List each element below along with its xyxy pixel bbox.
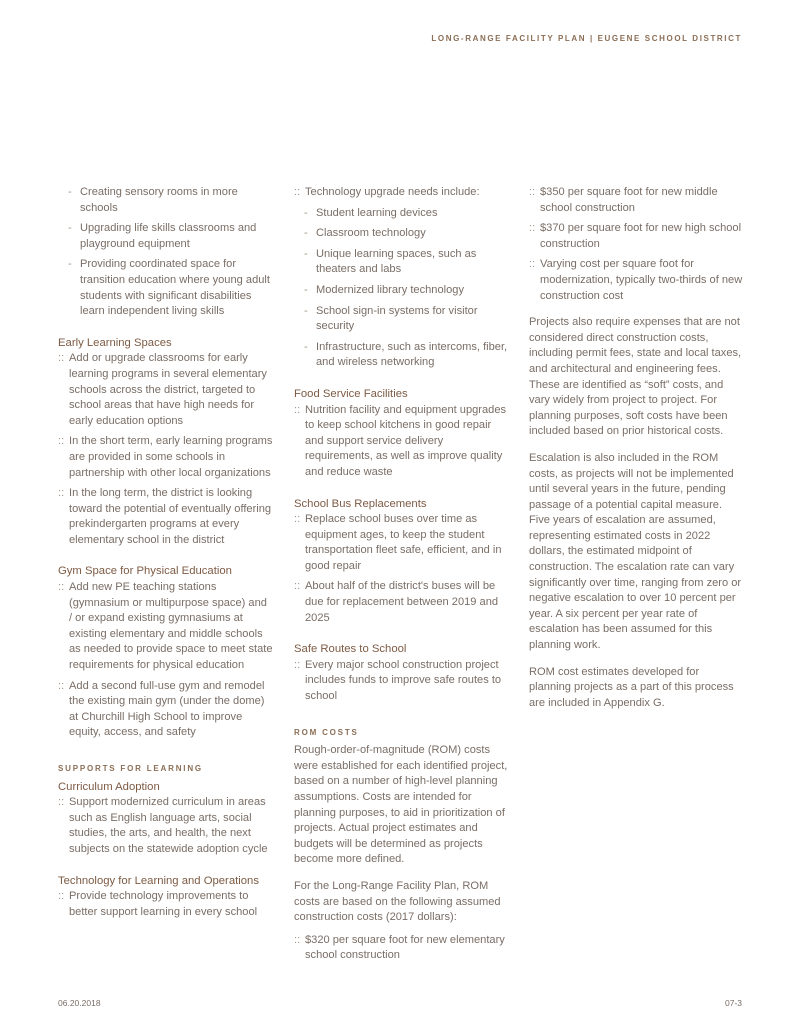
footer-date: 06.20.2018 (58, 998, 101, 1008)
supports-section (58, 761, 273, 858)
technology-section (58, 874, 273, 921)
list-item: :: Provide technology improvements to better support learning in every school (58, 889, 273, 920)
paragraph: ROM cost estimates developed for planning projects as a part of this process are included in Appendix G. (529, 665, 734, 709)
bus-section (294, 497, 509, 627)
list-item: - Providing coordinated space for transition education where young adult students with significant disabilities learn independent living skills (58, 257, 273, 319)
caps-heading: ROM COSTS (294, 727, 359, 737)
list-item: - Classroom technology (294, 226, 509, 242)
list-item: :: Every major school construction project includes funds to improve safe routes to school (294, 658, 509, 705)
section-heading: Curriculum Adoption (58, 780, 160, 793)
cost-list (529, 185, 744, 304)
list-item: :: Support modernized curriculum in areas such as English language arts, social studies, the arts, and health, the next subjects on the statewide adoption cycle (58, 795, 273, 857)
section-heading: Technology for Learning and Operations (58, 874, 259, 887)
list-item: :: In the short term, early learning programs are provided in some schools in partnership with other local organizations (58, 434, 273, 481)
paragraph: Rough-order-of-magnitude (ROM) costs were established for each identified project, based on a number of high-level planning assumptions. Costs are intended for planning purposes, to aid in prioritization of projects. Actual project estimates and budgets will be determined as projects become more defined. (294, 744, 508, 866)
paragraph: For the Long-Range Facility Plan, ROM costs are based on the following assumed construction costs (2017 dollars): (294, 879, 501, 924)
page-number: 07-3 (724, 998, 742, 1008)
food-service-section (294, 387, 509, 481)
list-item: - Modernized library technology (294, 283, 509, 299)
gym-section (58, 564, 273, 741)
caps-heading: SUPPORTS FOR LEARNING (58, 764, 203, 773)
list-item: :: In the long term, the district is looking toward the potential of eventually offering prekindergarten programs at every elementary school in the district (58, 486, 273, 548)
early-learning-section (58, 336, 273, 549)
list-item: :: Nutrition facility and equipment upgrades to keep school kitchens in good repair and support service delivery requirements, as well as improve quality and reduce waste (294, 403, 509, 481)
list-item: :: Add or upgrade classrooms for early learning programs in several elementary schools across the district, targeted to school areas that have high needs for early education options (58, 351, 273, 429)
list-item: - Infrastructure, such as intercoms, fiber, and wireless networking (294, 340, 509, 371)
list-item: :: About half of the district's buses will be due for replacement between 2019 and 2025 (294, 579, 509, 626)
list-item: :: Add new PE teaching stations (gymnasium or multipurpose space) and / or expand existing gymnasiums at existing elementary and middle schools as needed to provide space to meet state requirements for physical education (58, 580, 273, 674)
tech-needs-list (294, 206, 509, 371)
section-heading: Early Learning Spaces (58, 336, 172, 349)
list-item: :: Add a second full-use gym and remodel the existing main gym (under the dome) at Churchill High School to improve equity, access, and safety (58, 679, 273, 741)
running-header: LONG-RANGE FACILITY PLAN | EUGENE SCHOOL DISTRICT (431, 34, 742, 43)
section-heading: Food Service Facilities (294, 387, 408, 400)
list-item: - Unique learning spaces, such as theaters and labs (294, 247, 509, 278)
list-item: :: Varying cost per square foot for modernization, typically two-thirds of new construction cost (529, 257, 744, 304)
list-item: :: Technology upgrade needs include: (294, 185, 509, 201)
section-heading: Gym Space for Physical Education (58, 565, 232, 578)
paragraph: Escalation is also included in the ROM costs, as projects will not be implemented until several years in the future, pending passage of a potential capital measure. Five years of escalation are assumed, representing estimated costs in 2022 dollars, the estimated midpoint of construction. The escalation rate can vary significantly over time, ranging from zero or negative escalation to over 10 percent per year. A six percent per year rate of escalation has been assumed for this planning work. (529, 451, 742, 652)
list-item: - Student learning devices (294, 206, 509, 222)
list-item: :: $320 per square foot for new elementary school construction (294, 933, 509, 964)
list-item: - Creating sensory rooms in more schools (58, 185, 273, 216)
rom-costs-section (294, 725, 509, 964)
list-item: - Upgrading life skills classrooms and playground equipment (58, 221, 273, 252)
column-1 (58, 185, 273, 925)
list-item: :: Replace school buses over time as equipment ages, to keep the student transportation fleet safe, efficient, and in good repair (294, 512, 509, 574)
column-3 (529, 185, 744, 711)
column-2 (294, 185, 509, 969)
section-heading: Safe Routes to School (294, 643, 407, 656)
list-item: :: $370 per square foot for new high school construction (529, 221, 744, 252)
safe-routes-section (294, 642, 509, 704)
list-item: :: $350 per square foot for new middle school construction (529, 185, 744, 216)
list-item: - School sign-in systems for visitor security (294, 304, 509, 335)
intro-bullet-list (58, 185, 273, 320)
section-heading: School Bus Replacements (294, 497, 427, 510)
paragraph: Projects also require expenses that are not considered direct construction costs, including permit fees, state and local taxes, and architectural and engineering fees. These are identified as “soft” costs, and vary widely from project to project. For planning purposes, soft costs have been included based on prior historical costs. (529, 316, 742, 438)
